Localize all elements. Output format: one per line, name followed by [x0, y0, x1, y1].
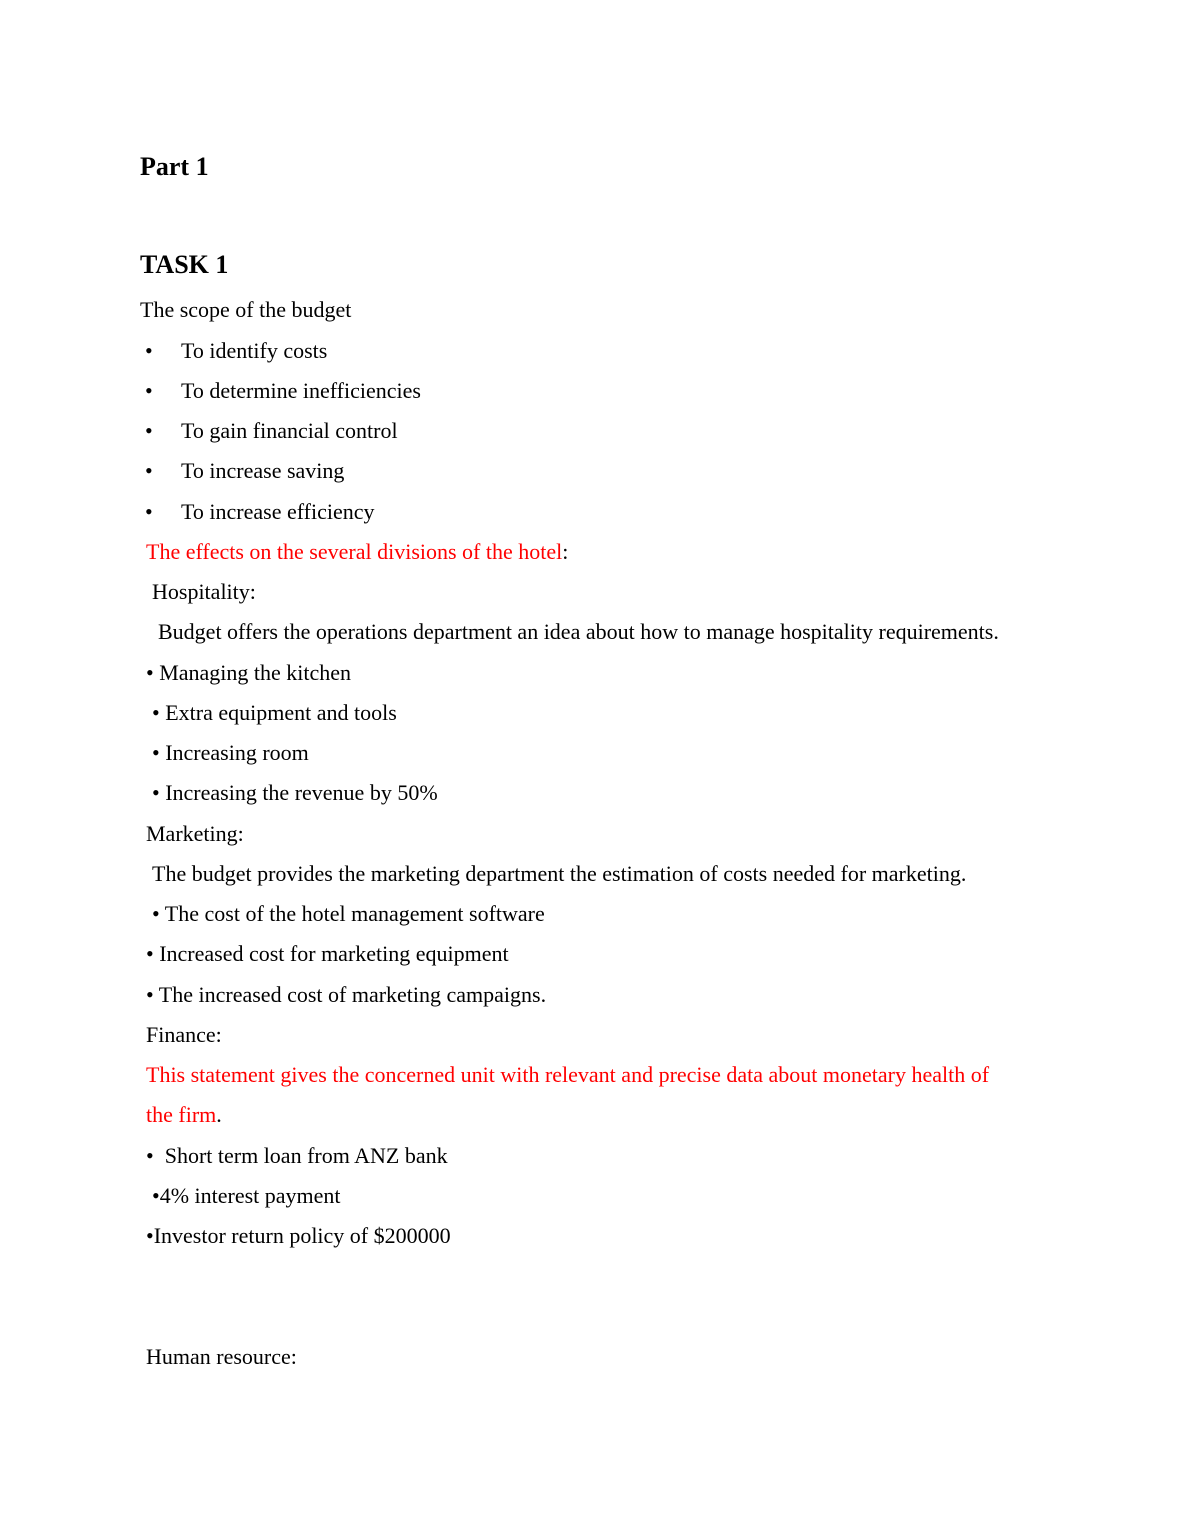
bullet-icon: •	[145, 338, 153, 363]
scope-item: To increase saving	[181, 458, 345, 483]
bullet-icon: •	[145, 458, 153, 483]
hospitality-item: • Increasing room	[152, 740, 309, 765]
scope-item: To identify costs	[181, 338, 328, 363]
bullet-icon: •	[145, 418, 153, 443]
marketing-item: • The cost of the hotel management software	[152, 901, 545, 926]
effects-colon: :	[562, 539, 569, 564]
finance-item: •Investor return policy of $200000	[146, 1223, 451, 1248]
part-heading: Part 1	[140, 152, 209, 181]
finance-item: •4% interest payment	[152, 1183, 341, 1208]
bullet-icon: •	[145, 378, 153, 403]
hospitality-title: Hospitality:	[152, 579, 256, 604]
effects-heading	[146, 539, 568, 565]
finance-title: Finance:	[146, 1022, 222, 1047]
scope-item: To gain financial control	[181, 418, 398, 443]
hospitality-intro: Budget offers the operations department an idea about how to manage hospitality requirements.	[158, 619, 999, 644]
scope-title: The scope of the budget	[140, 297, 352, 322]
finance-statement-line2	[146, 1102, 222, 1128]
scope-item: To determine inefficiencies	[181, 378, 421, 403]
human-resource-title: Human resource:	[146, 1344, 297, 1369]
scope-item: To increase efficiency	[181, 499, 375, 524]
finance-item: • Short term loan from ANZ bank	[146, 1143, 448, 1168]
hospitality-item: • Extra equipment and tools	[152, 700, 397, 725]
finance-statement-line1: This statement gives the concerned unit with relevant and precise data about monetary health of	[146, 1062, 990, 1087]
effects-title: The effects on the several divisions of the hotel	[146, 539, 563, 564]
marketing-title: Marketing:	[146, 821, 244, 846]
bullet-icon: •	[145, 499, 153, 524]
marketing-item: • The increased cost of marketing campaigns.	[146, 982, 547, 1007]
finance-statement-end: the firm	[146, 1102, 217, 1127]
hospitality-item: • Managing the kitchen	[146, 660, 352, 685]
marketing-intro: The budget provides the marketing department the estimation of costs needed for marketing.	[152, 861, 967, 886]
task-heading: TASK 1	[140, 250, 229, 279]
finance-statement-period: .	[216, 1102, 222, 1127]
hospitality-item: • Increasing the revenue by 50%	[152, 780, 438, 805]
marketing-item: • Increased cost for marketing equipment	[146, 941, 509, 966]
